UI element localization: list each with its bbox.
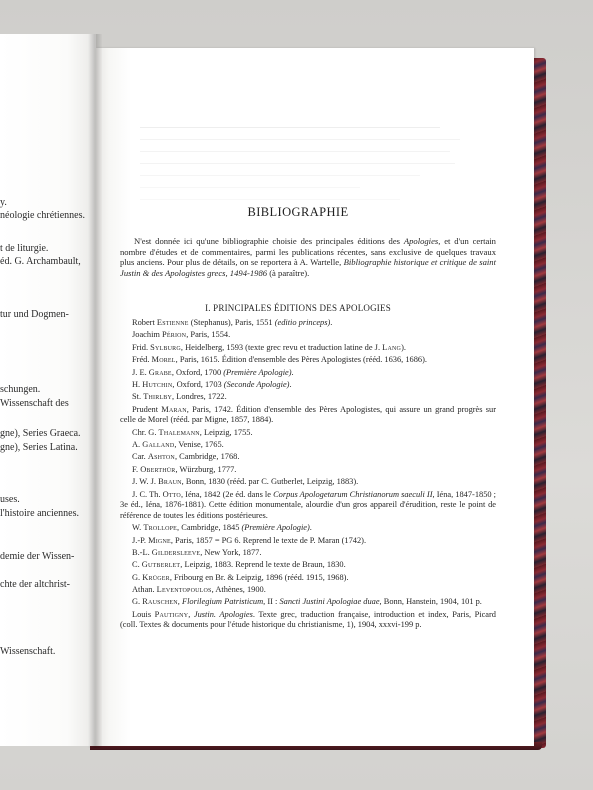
author-name: Braun bbox=[158, 477, 182, 487]
entry-text: . bbox=[291, 367, 294, 377]
entry-text: (Stephanus), Paris, 1551 bbox=[188, 318, 275, 327]
entry-text: , Iéna, 1847-1850 ; 3e éd., Iéna, 1876-1881). Cette édition monumentale, alourdie d'un gros appareil d'érudition, reste le point de référence de toutes les éditions postérieures. bbox=[120, 489, 497, 520]
entry-text: . bbox=[309, 523, 312, 533]
intro-text: , et d'un certain nombre d'études et de commentaires, parmi les publications récentes, sans exclusive de quelques travaux plus anciens. Pour plus de détails, on se reportera à A. Wartelle, bbox=[120, 236, 496, 268]
bibliography-entry bbox=[120, 490, 496, 522]
entry-text: . bbox=[330, 318, 333, 327]
entry-text: , Würzburg, 1777. bbox=[175, 464, 237, 474]
entry-text: Athan. bbox=[132, 585, 157, 595]
entry-text: , Cambridge, 1845 bbox=[177, 523, 242, 533]
entry-text: Robert bbox=[132, 318, 157, 327]
entry-text: , II : bbox=[263, 597, 280, 607]
entry-text: , Fribourg en Br. & Leipzig, 1896 (rééd. 1915, 1968). bbox=[169, 572, 349, 582]
entry-text: , Bonn, 1830 (rééd. par C. Gutberlet, Leipzig, 1883). bbox=[181, 477, 359, 487]
entry-text: , bbox=[177, 597, 182, 607]
bibliography-entry bbox=[120, 523, 496, 534]
intro-italic-text: Apologies bbox=[403, 236, 439, 246]
bibliography-entry bbox=[120, 355, 496, 366]
entry-text: , Londres, 1722. bbox=[172, 392, 227, 402]
entry-text: B.-L. bbox=[132, 547, 152, 557]
left-page-line: y. bbox=[0, 197, 7, 208]
work-title: Sancti Justini Apologiae duae bbox=[279, 597, 380, 607]
entry-text: J. C. Th. bbox=[132, 489, 163, 499]
left-page-line: Wissenschaft. bbox=[0, 646, 56, 657]
entry-text: , New York, 1877. bbox=[200, 547, 262, 557]
bibliography-entry bbox=[120, 330, 496, 341]
entry-text: . Texte grec, traduction française, introduction et index, Paris, Picard (coll. Textes & documents pour l'étude historique du christianisme, 1), 1904, xxxvi-199 p. bbox=[120, 609, 496, 630]
left-page-line: gne), Series Graeca. bbox=[0, 428, 81, 439]
left-page-line: Wissenschaft des bbox=[0, 398, 69, 409]
entry-text: Joachim bbox=[132, 330, 163, 340]
entry-text: , Iéna, 1842 (2e éd. dans le bbox=[180, 489, 274, 499]
entry-text: , bbox=[188, 609, 194, 619]
bibliography-entry bbox=[120, 548, 496, 559]
left-page-line: uses. bbox=[0, 494, 20, 505]
work-title: (Seconde Apologie) bbox=[223, 379, 290, 389]
left-page bbox=[0, 34, 96, 746]
bibliography-entry bbox=[120, 585, 496, 596]
author-name: Gutberlet bbox=[141, 560, 181, 570]
entry-text: , Leipzig, 1883. Reprend le texte de Braun, 1830. bbox=[180, 560, 346, 570]
entry-text: W. bbox=[132, 523, 144, 533]
bibliography-entry bbox=[120, 597, 496, 608]
entry-text: F. bbox=[132, 464, 141, 474]
entry-text: Frid. bbox=[132, 342, 151, 352]
entry-text: Chr. G. bbox=[132, 427, 159, 437]
bibliography-entry bbox=[120, 440, 496, 451]
left-page-line: néologie chrétiennes. bbox=[0, 210, 85, 221]
bibliography-entry bbox=[120, 452, 496, 463]
left-page-line: demie der Wissen- bbox=[0, 551, 75, 562]
work-title: (Première Apologie) bbox=[223, 367, 292, 377]
left-page-line: t de liturgie. bbox=[0, 243, 49, 254]
entry-text: C. bbox=[132, 560, 142, 570]
author-name: Morel bbox=[151, 355, 176, 365]
bibliography-entry bbox=[120, 610, 496, 631]
author-name: Thalemann bbox=[158, 427, 200, 437]
author-name: Estienne bbox=[156, 318, 189, 327]
entry-text: , Cambridge, 1768. bbox=[174, 452, 240, 462]
left-page-line: gne), Series Latina. bbox=[0, 442, 78, 453]
intro-text: N'est donnée ici qu'une bibliographie choisie des principales éditions des bbox=[134, 236, 404, 246]
entry-text: , Heidelberg, 1593 (texte grec revu et traduction latine de J. bbox=[180, 342, 383, 352]
bibliography-entry bbox=[120, 318, 496, 329]
entry-text: , Paris, 1742. Édition d'ensemble des Pères Apologistes, qui assure un grand progrès sur celle de Morel (rééd. par Migne, 1857, 1884). bbox=[120, 404, 496, 425]
intro-italic-text: Bibliographie historique et critique de saint Justin & des Apologistes grecs, 1494-1986 bbox=[120, 257, 496, 278]
work-title: (editio princeps) bbox=[274, 318, 331, 327]
entry-text: G. bbox=[132, 597, 143, 607]
entry-text: ). bbox=[401, 342, 406, 352]
author-name: Oberthür bbox=[140, 464, 176, 474]
entry-text: St. bbox=[132, 392, 144, 402]
bibliography-entry bbox=[120, 465, 496, 476]
entry-text: , Paris, 1857 = PG 6. Reprend le texte de P. Maran (1742). bbox=[170, 535, 367, 545]
show-through-text bbox=[140, 116, 460, 200]
author-name: Sylburg bbox=[150, 342, 181, 352]
bibliography-entry bbox=[120, 477, 496, 488]
author-name: Pautigny bbox=[154, 609, 189, 619]
bibliography-entry bbox=[120, 573, 496, 584]
author-name: Galland bbox=[142, 440, 175, 450]
author-name: Leventopoulos bbox=[156, 585, 212, 595]
entry-text: A. bbox=[132, 440, 143, 450]
work-title: Florilegium Patristicum bbox=[181, 597, 264, 607]
author-name: Lang bbox=[382, 342, 402, 352]
author-name: Ashton bbox=[147, 452, 175, 462]
intro-paragraph bbox=[120, 236, 496, 278]
entry-text: J.-P. bbox=[132, 535, 149, 545]
entry-text: , Paris, 1554. bbox=[186, 330, 231, 340]
entry-text: J. W. J. bbox=[132, 477, 159, 487]
left-page-line: l'histoire anciennes. bbox=[0, 508, 79, 519]
work-title: (Première Apologie) bbox=[241, 523, 310, 533]
author-name: Gildersleeve bbox=[151, 547, 201, 557]
entry-text: , Oxford, 1703 bbox=[172, 379, 224, 389]
author-name: Périon bbox=[162, 330, 187, 340]
work-title: Justin. Apologies bbox=[193, 609, 253, 619]
entry-text: J. E. bbox=[132, 367, 149, 377]
author-name: Thirlby bbox=[143, 392, 173, 402]
author-name: Migne bbox=[148, 535, 171, 545]
entry-text: . bbox=[289, 379, 292, 389]
bibliography-entry bbox=[120, 368, 496, 379]
entry-text: Fréd. bbox=[132, 355, 152, 365]
author-name: Krüger bbox=[142, 572, 170, 582]
author-name: Grabe bbox=[148, 367, 172, 377]
author-name: Trollope bbox=[143, 523, 178, 533]
entry-text: Louis bbox=[132, 609, 155, 619]
bibliography-entry bbox=[120, 560, 496, 571]
section-title: I. PRINCIPALES ÉDITIONS DES APOLOGIES bbox=[205, 303, 391, 313]
page-title: BIBLIOGRAPHIE bbox=[247, 205, 349, 219]
book-gutter bbox=[88, 34, 102, 748]
bibliography-entry bbox=[120, 536, 496, 547]
bibliography-entry bbox=[120, 343, 496, 354]
left-page-line: chte der altchrist- bbox=[0, 579, 70, 590]
bibliography-entry bbox=[120, 428, 496, 439]
entry-text: , Athènes, 1900. bbox=[211, 585, 266, 595]
entry-text: , Oxford, 1700 bbox=[171, 367, 224, 377]
intro-text: (à paraître). bbox=[267, 267, 310, 278]
entry-text: Car. bbox=[132, 452, 148, 462]
left-page-line: éd. G. Archambault, bbox=[0, 256, 81, 267]
author-name: Hutchin bbox=[142, 379, 173, 389]
bibliography-entry bbox=[120, 405, 496, 426]
bibliography-entry bbox=[120, 380, 496, 391]
entry-text: , Leipzig, 1755. bbox=[199, 427, 253, 437]
bibliography-list bbox=[120, 318, 496, 633]
author-name: Otto bbox=[162, 489, 181, 499]
entry-text: H. bbox=[132, 379, 143, 389]
entry-text: , Paris, 1615. Édition d'ensemble des Pères Apologistes (rééd. 1636, 1686). bbox=[175, 355, 427, 365]
entry-text: Prudent bbox=[132, 404, 162, 414]
entry-text: , Bonn, Hanstein, 1904, 101 p. bbox=[379, 597, 482, 607]
entry-text: G. bbox=[132, 572, 143, 582]
entry-text: , Venise, 1765. bbox=[174, 440, 224, 450]
work-title: Corpus Apologetarum Christianorum saeculi II bbox=[273, 489, 433, 499]
author-name: Rauschen bbox=[142, 597, 178, 607]
book-cover-edge bbox=[532, 58, 546, 748]
bibliography-entry bbox=[120, 392, 496, 403]
left-page-line: tur und Dogmen- bbox=[0, 309, 69, 320]
left-page-line: schungen. bbox=[0, 384, 41, 395]
author-name: Maran bbox=[161, 404, 187, 414]
